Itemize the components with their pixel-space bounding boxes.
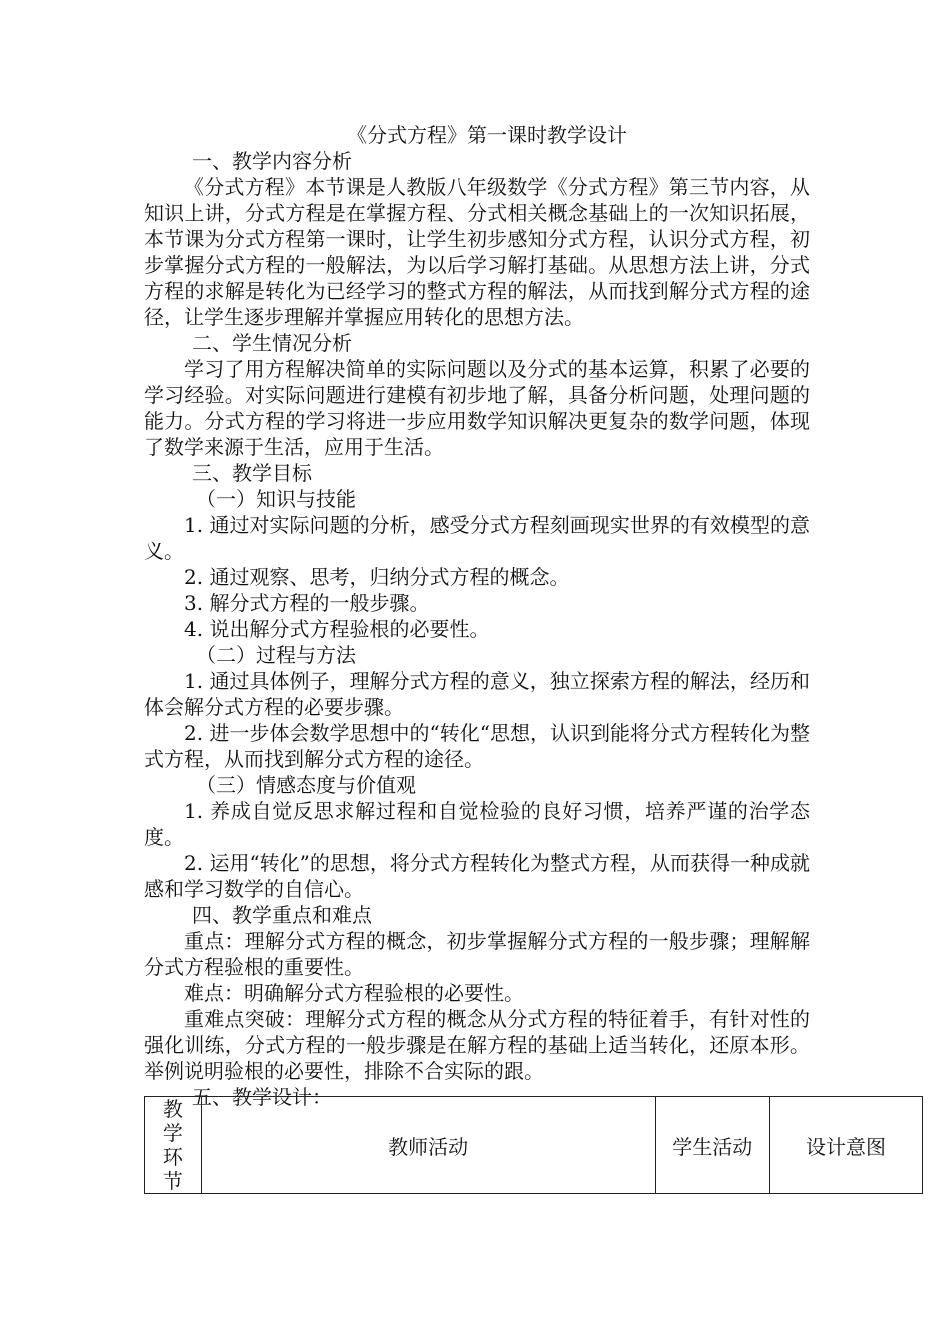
- teaching-design-table: [144, 1096, 923, 1194]
- paragraph-key-point: 重点：理解分式方程的概念，初步掌握解分式方程的一般步骤；理解解分式方程验根的重要性。: [144, 929, 810, 979]
- list-item: 1. 养成自觉反思求解过程和自觉检验的良好习惯，培养严谨的治学态度。: [144, 799, 810, 849]
- list-item: 1. 通过具体例子，理解分式方程的意义，独立探索方程的解法，经历和体会解分式方程的必要步骤。: [144, 669, 810, 719]
- section-heading-content-analysis: 一、教学内容分析: [192, 149, 352, 173]
- paragraph-student-analysis: 学习了用方程解决简单的实际问题以及分式的基本运算，积累了必要的学习经验。对实际问题进行建模有初步地了解，具备分析问题，处理问题的能力。分式方程的学习将进一步应用数学知识解决更复杂的数学问题，体现了数学来源于生活，应用于生活。: [144, 357, 810, 459]
- header-char: 环: [162, 1145, 183, 1169]
- header-cell-teaching-stage: [145, 1097, 202, 1194]
- list-item: 1. 通过对实际问题的分析，感受分式方程刻画现实世界的有效模型的意义。: [144, 513, 810, 563]
- list-item: 2. 通过观察、思考，归纳分式方程的概念。: [184, 565, 570, 589]
- list-item: 4. 说出解分式方程验根的必要性。: [184, 617, 490, 641]
- section-heading-teaching-design: 五、教学设计：: [192, 1085, 332, 1109]
- list-item: 2. 运用“转化”的思想，将分式方程转化为整式方程，从而获得一种成就感和学习数学的自信心。: [144, 851, 810, 901]
- header-cell-teacher-activity: 教师活动: [201, 1097, 655, 1194]
- paragraph-difficult-point: 难点：明确解分式方程验根的必要性。: [184, 981, 524, 1005]
- document-title: 《分式方程》第一课时教学设计: [347, 123, 627, 147]
- subheading-knowledge-skills: （一）知识与技能: [196, 487, 356, 511]
- paragraph-breakthrough: 重难点突破：理解分式方程的概念从分式方程的特征着手，有针对性的强化训练，分式方程的一般步骤是在解方程的基础上适当转化，还原本形。举例说明验根的必要性，排除不合实际的跟。: [144, 1007, 810, 1083]
- list-item: 2. 进一步体会数学思想中的“转化“思想，认识到能将分式方程转化为整式方程，从而找到解分式方程的途径。: [144, 721, 810, 771]
- subheading-process-methods: （二）过程与方法: [196, 643, 356, 667]
- document-body: [144, 122, 810, 1110]
- section-heading-teaching-goals: 三、教学目标: [192, 461, 312, 485]
- table-header-row: [145, 1097, 923, 1194]
- paragraph-content-analysis: 《分式方程》本节课是人教版八年级数学《分式方程》第三节内容，从知识上讲，分式方程是在掌握方程、分式相关概念基础上的一次知识拓展，本节课为分式方程第一课时，让学生初步感知分式方程，认识分式方程，初步掌握分式方程的一般解法，为以后学习解打基础。从思想方法上讲，分式方程的求解是转化为已经学习的整式方程的解法，从而找到解分式方程的途径，让学生逐步理解并掌握应用转化的思想方法。: [144, 175, 810, 329]
- header-char: 教: [162, 1097, 183, 1121]
- header-cell-student-activity: 学生活动: [655, 1097, 769, 1194]
- header-cell-design-intent: 设计意图: [769, 1097, 922, 1194]
- list-item: 3. 解分式方程的一般步骤。: [184, 591, 430, 615]
- section-heading-key-difficult: 四、教学重点和难点: [192, 903, 372, 927]
- section-heading-student-analysis: 二、学生情况分析: [192, 331, 352, 355]
- header-char: 学: [162, 1121, 183, 1145]
- header-char: 节: [162, 1169, 183, 1193]
- subheading-emotion-values: （三）情感态度与价值观: [196, 773, 416, 797]
